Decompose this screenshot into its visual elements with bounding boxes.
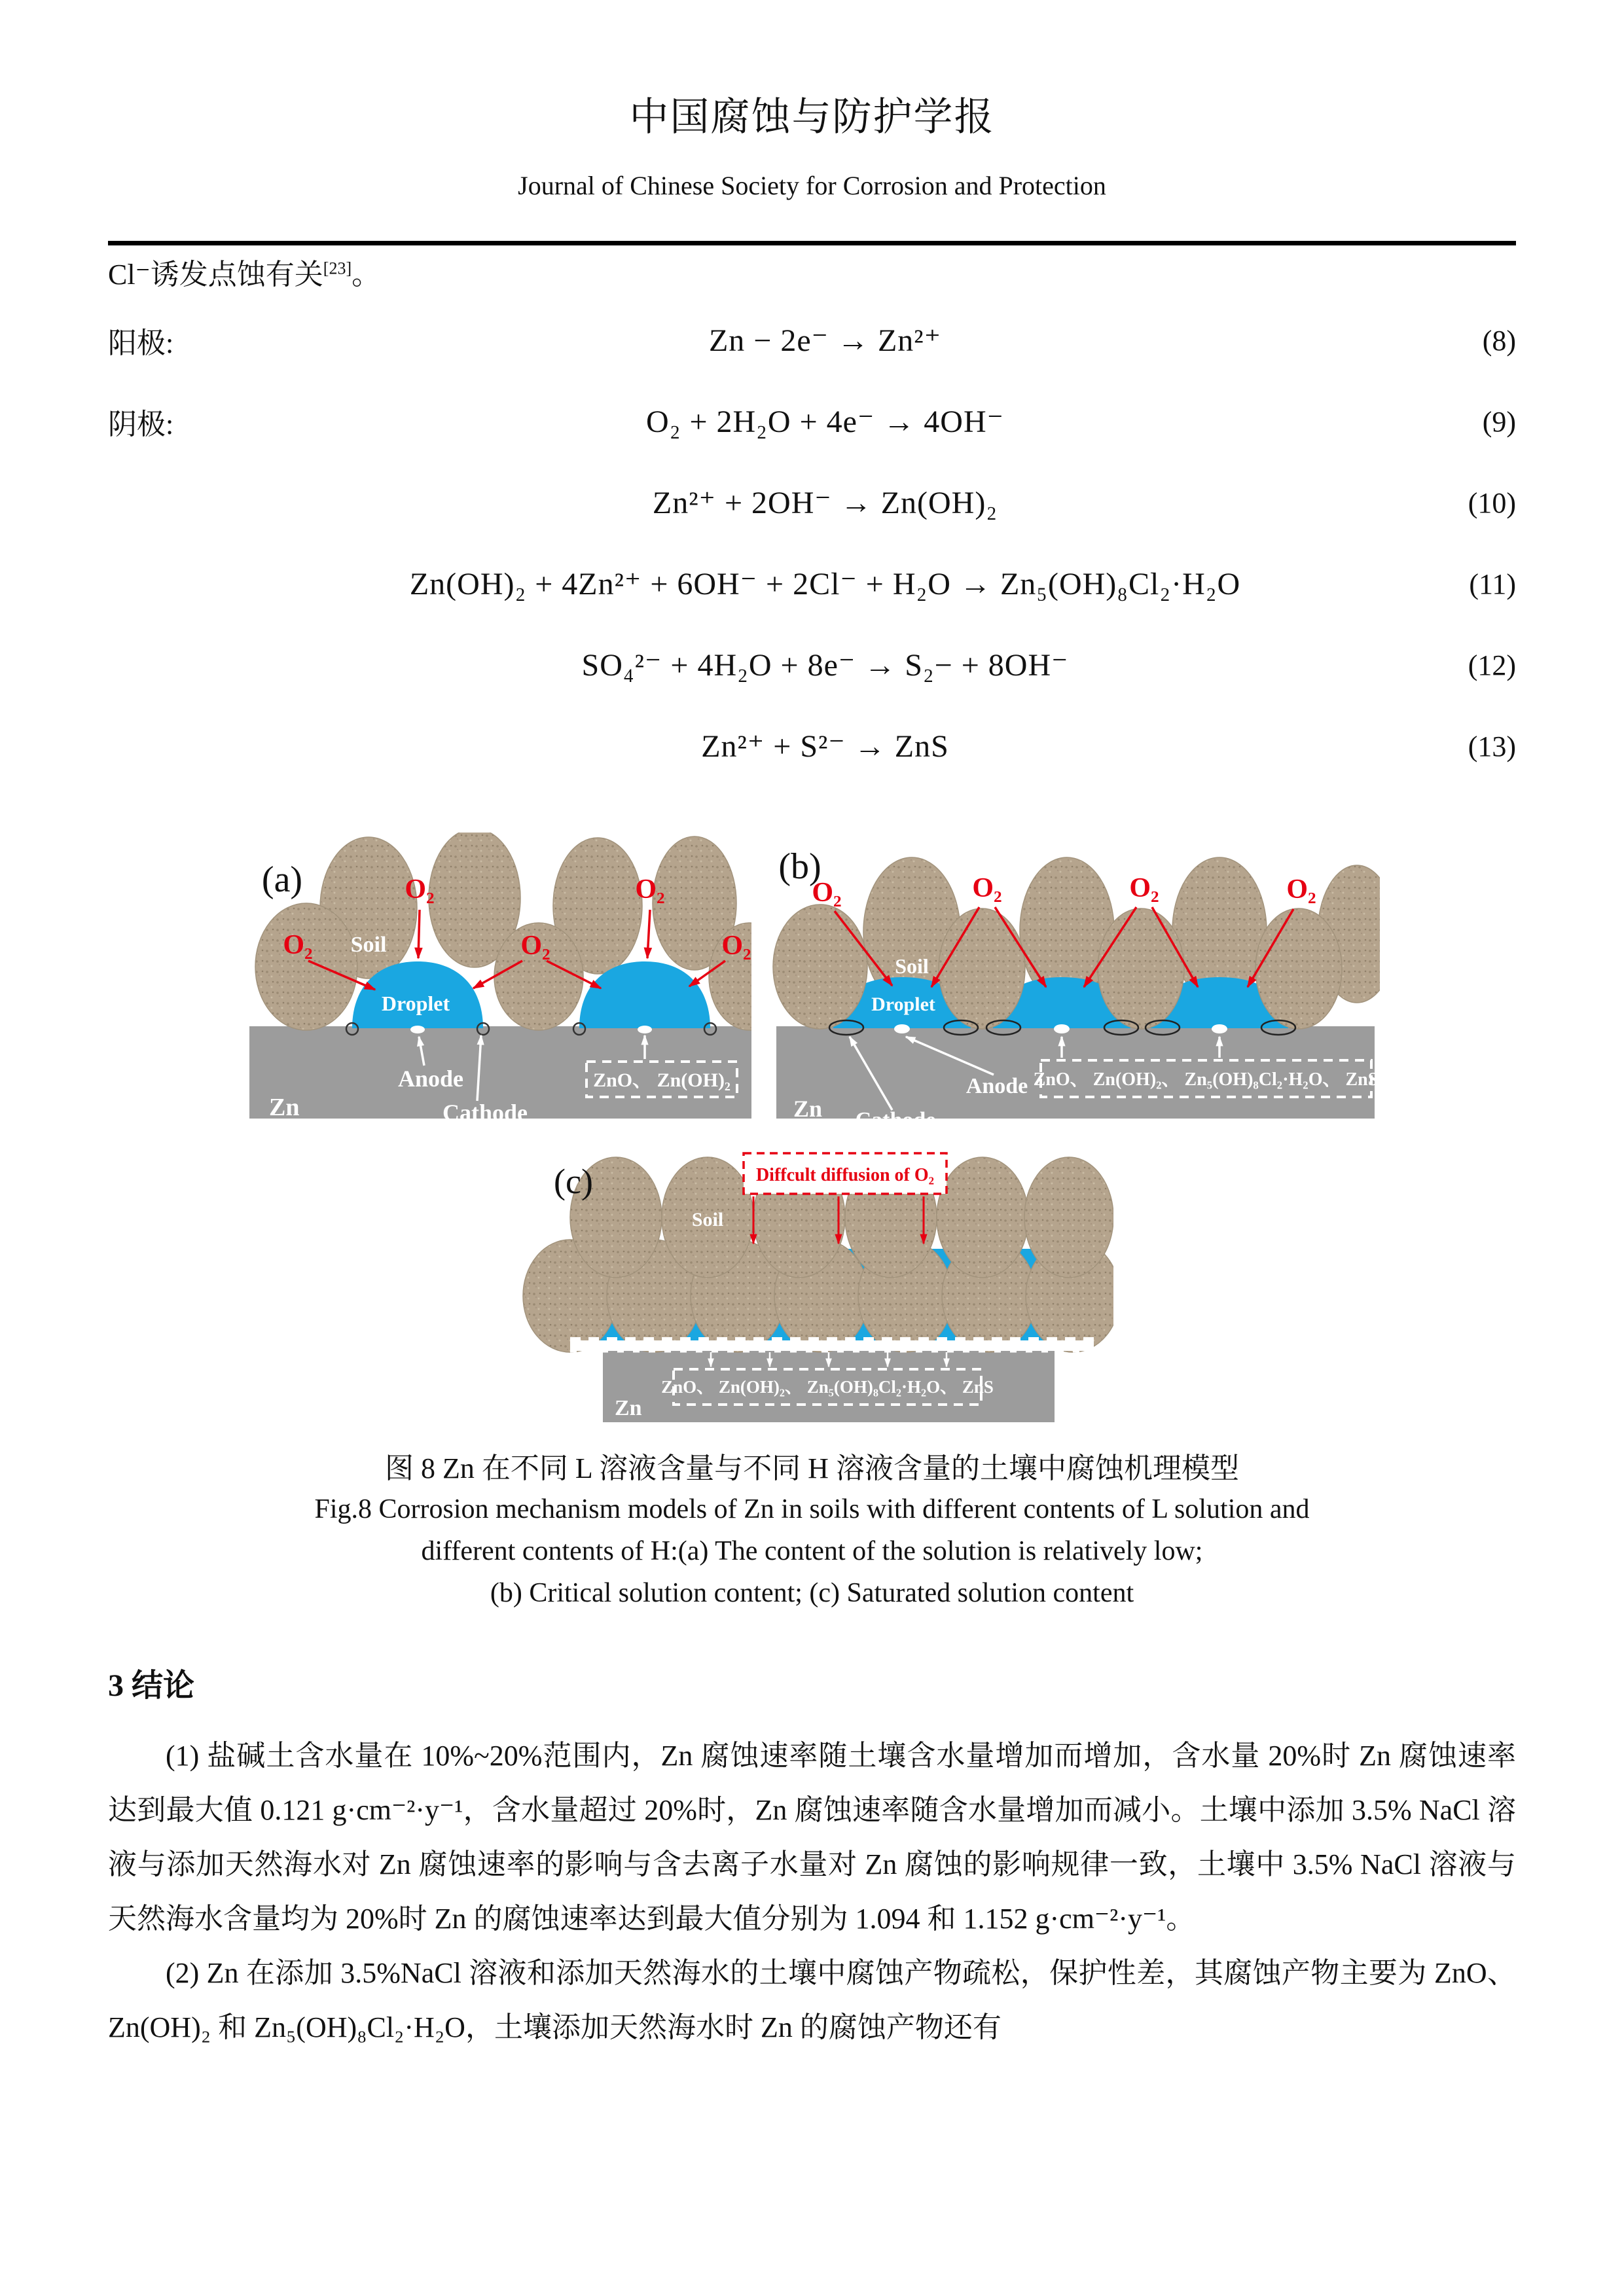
soil-label: Soil [691, 1209, 723, 1231]
products-label: ZnO、 Zn(OH)₂、 Zn₅(OH)₈Cl₂·H₂O、 ZnS [660, 1377, 994, 1397]
equation-number: (12) [1468, 649, 1516, 681]
diffusion-note-label: Diffcult diffusion of O₂ [755, 1165, 934, 1186]
equation-expression: Zn − 2e⁻ → Zn²⁺ [708, 323, 942, 359]
caption-en-line3: (b) Critical solution content; (c) Saturated solution content [490, 1578, 1134, 1609]
equation-number: (11) [1469, 567, 1516, 600]
panel-b-figure [771, 833, 1380, 1134]
equation-number: (8) [1482, 324, 1516, 357]
anode-label: Anode [397, 1066, 464, 1092]
header-divider [108, 241, 1516, 245]
caption-en-line1: Fig.8 Corrosion mechanism models of Zn in soils with different contents of L solution and [314, 1494, 1310, 1525]
o2-icon: O₂ [1286, 874, 1316, 905]
equation-expression: SO₄²⁻ + 4H₂O + 8e⁻ → S₂− + 8OH⁻ [581, 648, 1069, 683]
cathode-label: Cathode [442, 1100, 528, 1126]
corrosion-product-layer [570, 1340, 1094, 1351]
soil-label: Soil [350, 933, 387, 958]
intro-period: 。 [352, 259, 381, 291]
equation-number: (10) [1468, 486, 1516, 519]
anode-label: Anode [965, 1074, 1028, 1099]
o2-icon: O₂ [1129, 873, 1159, 904]
equation-row-11 [108, 543, 1516, 624]
caption-en-line2: different contents of H:(a) The content of the solution is relatively low; [421, 1536, 1203, 1567]
equation-expression: Zn²⁺ + S²⁻ → ZnS [701, 729, 949, 764]
panel-c-figure [511, 1144, 1113, 1426]
equation-expression: Zn(OH)₂ + 4Zn²⁺ + 6OH⁻ + 2Cl⁻ + H₂O → Zn₅(OH)₈Cl₂·H₂O [409, 567, 1241, 602]
section-heading-conclusion: 3 结论 [108, 1668, 195, 1704]
droplet-label: Droplet [871, 994, 935, 1016]
citation-ref: [23] [323, 259, 352, 278]
soil-label: Soil [895, 954, 929, 978]
equation-number: (13) [1468, 730, 1516, 762]
conclusion-paragraph-1: (1) 盐碱土含水量在 10%~20%范围内，Zn 腐蚀速率随土壤含水量增加而增加，含水量 20%时 Zn 腐蚀速率达到最大值 0.121 g·cm⁻²·y⁻¹，含水量超过 20%时，Zn 腐蚀速率随含水量增加而减小。土壤中添加 3.5% NaCl 溶液与添加天然海水对 Zn 腐蚀速率的影响与含去离子水量对 Zn 腐蚀的影响规律一致，土壤中 3.5% NaCl 溶液与天然海水含量均为 20%时 Zn 的腐蚀速率达到最大值分别为 1.094 和 1.152 g·cm⁻²·y⁻¹。 [108, 1740, 1516, 1935]
products-label: ZnO、 Zn(OH)₂ [593, 1069, 731, 1092]
o2-icon: O₂ [635, 874, 665, 905]
equation-expression: O₂ + 2H₂O + 4e⁻ → 4OH⁻ [646, 404, 1004, 440]
equation-label: 阴极: [108, 408, 174, 441]
zn-label: Zn [614, 1396, 642, 1421]
caption-zh: 图 8 Zn 在不同 L 溶液含量与不同 H 溶液含量的土壤中腐蚀机理模型 [385, 1452, 1239, 1485]
journal-subtitle: Journal of Chinese Society for Corrosion and Protection [518, 171, 1106, 200]
zn-label: Zn [269, 1094, 300, 1122]
intro-line [108, 256, 1516, 293]
equation-expression: Zn²⁺ + 2OH⁻ → Zn(OH)₂ [652, 486, 998, 521]
equation-label: 阳极: [108, 327, 174, 360]
droplet-label: Droplet [381, 992, 450, 1016]
figure-row-bottom [108, 1144, 1516, 1426]
o2-icon: O₂ [520, 931, 550, 961]
panel-a-tag: (a) [261, 859, 303, 901]
zn-label: Zn [793, 1096, 823, 1122]
journal-title: 中国腐蚀与防护学报 [629, 96, 995, 139]
equation-number: (9) [1482, 405, 1516, 438]
o2-icon: O₂ [812, 878, 842, 908]
equation-block [108, 300, 1516, 787]
cathode-label: Cathode [855, 1108, 936, 1133]
o2-icon: O₂ [405, 874, 435, 905]
o2-icon: O₂ [721, 931, 751, 961]
conclusion-paragraph-2: (2) Zn 在添加 3.5%NaCl 溶液和添加天然海水的土壤中腐蚀产物疏松，保护性差，其腐蚀产物主要为 ZnO、Zn(OH)₂ 和 Zn₅(OH)₈Cl₂·H₂O，土壤添加天然海水时 Zn 的腐蚀产物还有 [108, 1957, 1516, 2044]
products-label: ZnO、 Zn(OH)₂、 Zn₅(OH)₈Cl₂·H₂O、 ZnS [1033, 1069, 1379, 1090]
figure-caption [108, 1449, 1516, 1614]
equation-row-12 [108, 624, 1516, 706]
equation-row-10 [108, 462, 1516, 543]
o2-icon: O₂ [972, 873, 1002, 904]
intro-text: Cl⁻诱发点蚀有关 [108, 259, 323, 291]
panel-c-tag: (c) [553, 1162, 593, 1202]
o2-icon: O₂ [283, 930, 313, 961]
figure-row-top [108, 833, 1516, 1134]
panel-a-figure [244, 833, 751, 1134]
figure-8 [108, 833, 1516, 1614]
panel-b-tag: (b) [778, 846, 821, 888]
equation-row-9 [108, 381, 1516, 462]
equation-row-8 [108, 300, 1516, 381]
equation-row-13 [108, 706, 1516, 787]
